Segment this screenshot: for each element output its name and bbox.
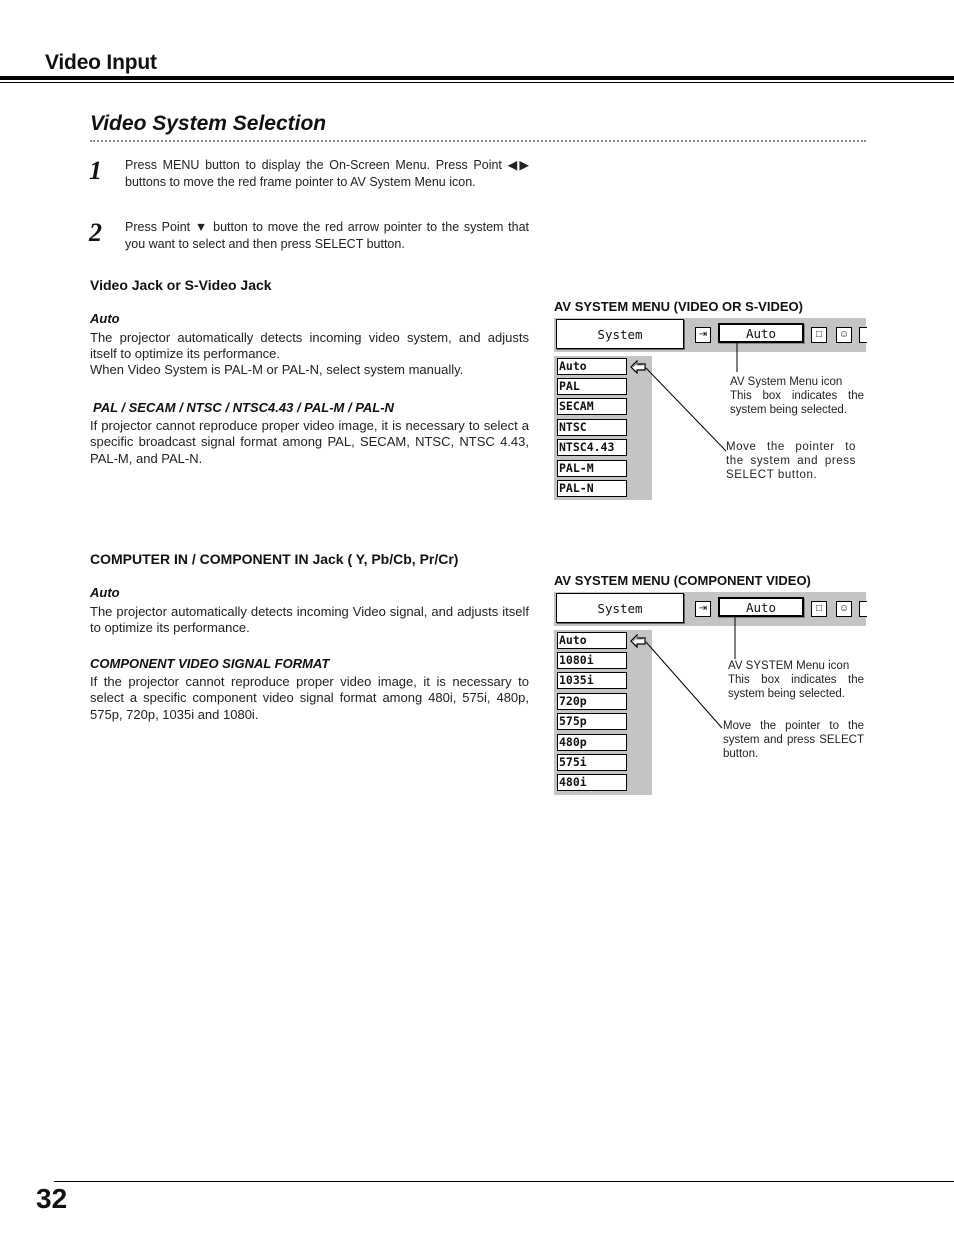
component-item-480i[interactable]: 480i: [557, 774, 627, 791]
image-adjust-icon[interactable]: ☺: [836, 601, 852, 617]
step-text-1: Press MENU button to display the On-Screen Menu. Press Point ◀▶ buttons to move the red frame pointer to AV System Menu icon.: [125, 158, 529, 189]
image-select-icon[interactable]: □: [811, 327, 827, 343]
component-format-text: If the projector cannot reproduce proper video image, it is necessary to select a specific component video signal format among 480i, 575i, 480p, 575p, 720p, 1035i and 1080i.: [90, 674, 529, 722]
figure2-menu: [554, 592, 866, 798]
video-formats-label: PAL / SECAM / NTSC / NTSC4.43 / PAL-M / PAL-N: [93, 400, 394, 415]
system-button[interactable]: System: [556, 593, 684, 623]
image-adjust-icon[interactable]: ☺: [836, 327, 852, 343]
component-auto-text: The projector automatically detects incoming Video signal, and adjusts itself to optimize its performance.: [90, 604, 529, 636]
component-format-label: COMPONENT VIDEO SIGNAL FORMAT: [90, 656, 330, 671]
video-auto-note: When Video System is PAL-M or PAL-N, select system manually.: [90, 362, 464, 377]
component-item-575i[interactable]: 575i: [557, 754, 627, 771]
system-item-secam[interactable]: SECAM: [557, 398, 627, 415]
system-item-pal-n[interactable]: PAL-N: [557, 480, 627, 497]
system-item-auto[interactable]: Auto: [557, 358, 627, 375]
header-rule: [0, 76, 954, 80]
dotted-divider: [90, 140, 866, 142]
header-rule-thin: [0, 82, 954, 83]
component-auto-label: Auto: [90, 585, 120, 600]
system-item-ntsc[interactable]: NTSC: [557, 419, 627, 436]
figure1-title: AV SYSTEM MENU (VIDEO OR S-VIDEO): [554, 299, 803, 314]
component-item-720p[interactable]: 720p: [557, 693, 627, 710]
component-item-1035i[interactable]: 1035i: [557, 672, 627, 689]
figure2-title: AV SYSTEM MENU (COMPONENT VIDEO): [554, 573, 811, 588]
system-button[interactable]: System: [556, 319, 684, 349]
component-item-480p[interactable]: 480p: [557, 734, 627, 751]
step-number-1: 1: [89, 156, 102, 185]
video-auto-text: The projector automatically detects incoming video system, and adjusts itself to optimize its performance.: [90, 330, 529, 362]
header-title: Video Input: [45, 51, 157, 74]
component-item-575p[interactable]: 575p: [557, 713, 627, 730]
system-item-pal[interactable]: PAL: [557, 378, 627, 395]
video-formats-text: If projector cannot reproduce proper video image, it is necessary to select a specific broadcast signal format among PAL, SECAM, NTSC, NTSC 4.43, PAL-M, and PAL-N.: [90, 418, 529, 466]
figure1-icon-callout: AV System Menu icon This box indicates the system being selected.: [730, 376, 864, 416]
input-icon[interactable]: ⇥: [695, 601, 711, 617]
video-auto-label: Auto: [90, 311, 120, 326]
input-icon[interactable]: ⇥: [695, 327, 711, 343]
figure2-pointer-callout: Move the pointer to the system and press SELECT button.: [723, 720, 864, 760]
component-item-1080i[interactable]: 1080i: [557, 652, 627, 669]
video-jack-heading: Video Jack or S-Video Jack: [90, 277, 272, 293]
component-heading: COMPUTER IN / COMPONENT IN Jack ( Y, Pb/Cb, Pr/Cr): [90, 551, 459, 567]
figure2-icon-callout: AV SYSTEM Menu icon This box indicates the system being selected.: [728, 660, 864, 700]
step-number-2: 2: [89, 218, 102, 247]
selected-system-box[interactable]: Auto: [718, 323, 804, 343]
system-item-pal-m[interactable]: PAL-M: [557, 460, 627, 477]
section-title: Video System Selection: [90, 112, 327, 135]
figure1-menu: [554, 318, 866, 504]
selected-system-box[interactable]: Auto: [718, 597, 804, 617]
step-text-2: Press Point ▼ button to move the red arrow pointer to the system that you want to select and then press SELECT button.: [125, 220, 529, 251]
system-item-ntsc443[interactable]: NTSC4.43: [557, 439, 627, 456]
component-item-auto[interactable]: Auto: [557, 632, 627, 649]
footer-rule: [54, 1181, 954, 1182]
image-select-icon[interactable]: □: [811, 601, 827, 617]
figure1-pointer-callout: Move the pointer to the system and press SELECT button.: [726, 441, 856, 481]
page-number: 32: [36, 1183, 68, 1214]
